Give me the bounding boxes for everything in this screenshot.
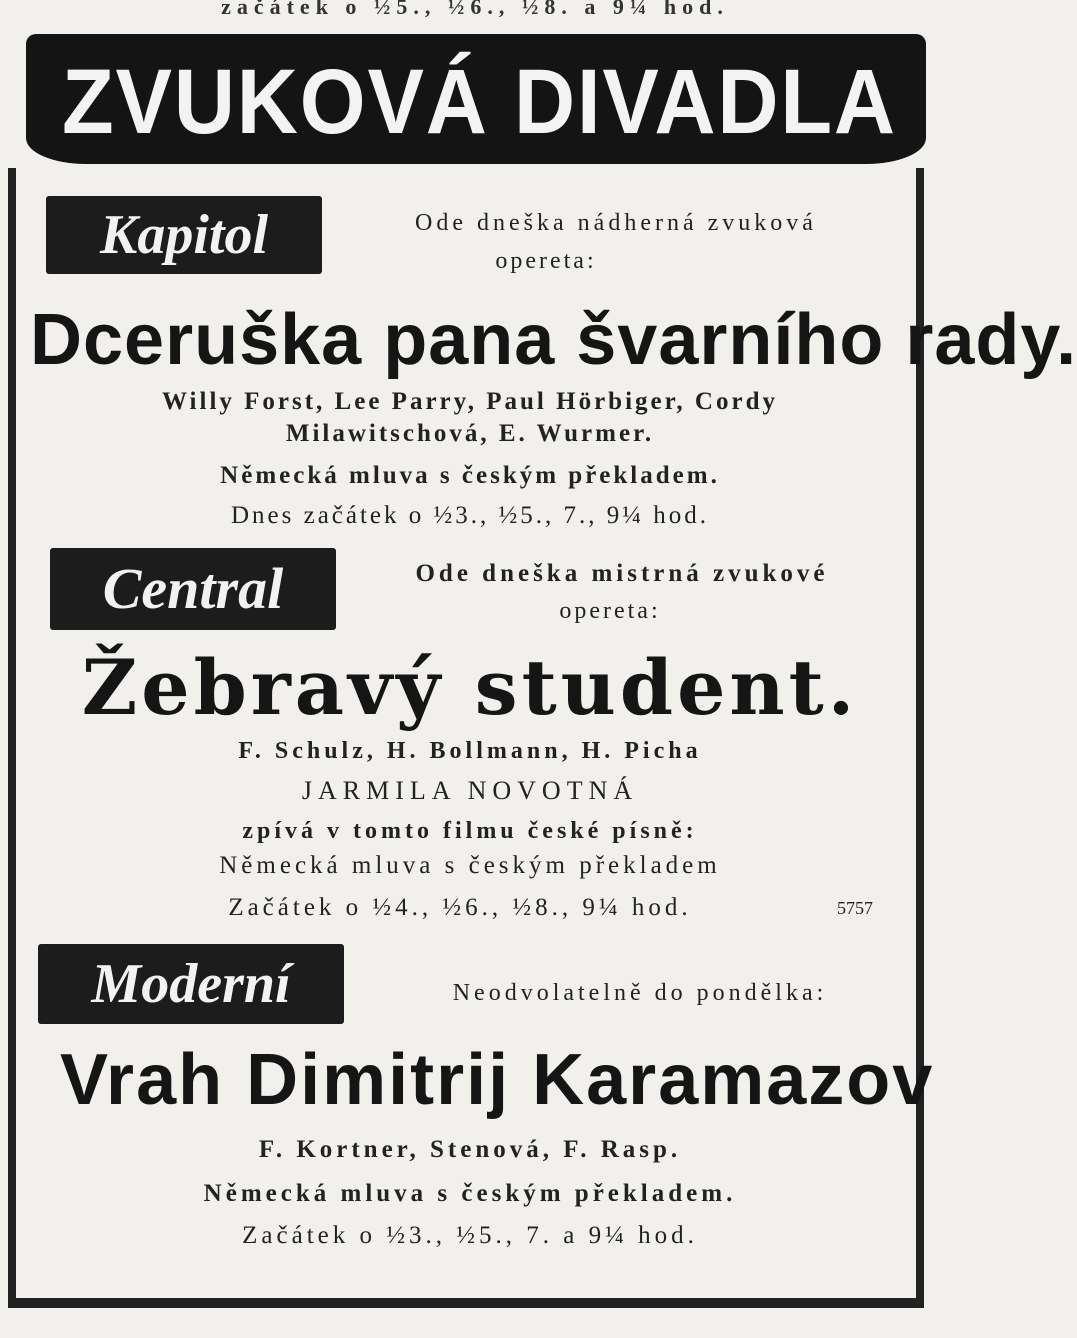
intro-line-1: Ode dneška mistrná zvukové [415,560,829,587]
showtimes-line: Začátek o ½4., ½6., ½8., 9¼ hod. [228,894,692,921]
film-title: Vrah Dimitrij Karamazov [60,1040,935,1120]
intro-line-1: Neodvolatelně do pondělka: [452,980,828,1006]
language-line: Německá mluva s českým překladem [219,852,721,879]
cast-line-1: F. Schulz, H. Bollmann, H. Picha [238,738,702,764]
language-line: Německá mluva s českým překladem. [220,462,720,489]
note-line: zpívá v tomto filmu české písně: [242,818,698,844]
showtimes-line: Dnes začátek o ½3., ½5., 7., 9¼ hod. [230,502,710,529]
cast-line-1: Willy Forst, Lee Parry, Paul Hörbiger, Cordy [162,388,778,415]
ad-code: 5757 [837,898,873,918]
logo-central: Central [50,548,336,630]
language-line: Německá mluva s českým překladem. [203,1180,737,1207]
cast-line-1: F. Kortner, Stenová, F. Rasp. [258,1136,682,1163]
cast-line-2: JARMILA NOVOTNÁ [301,776,639,805]
intro-line-2: opereta: [495,248,597,274]
intro-line-2: opereta: [559,598,661,624]
film-title: Žebravý student. [81,643,859,732]
logo-kapitol: Kapitol [46,196,322,274]
film-title: Dceruška pana švarního rady. [30,300,1077,380]
banner [26,34,926,164]
top-cut-text: začátek o ½5., ½6., ½8. a 9¼ hod. [221,0,729,19]
showtimes-line: Začátek o ½3., ½5., 7. a 9¼ hod. [242,1222,698,1249]
banner-title: ZVUKOVÁ DIVADLA [62,51,897,153]
cast-line-2: Milawitschová, E. Wurmer. [285,420,655,447]
logo-moderni: Moderní [38,944,344,1024]
intro-line-1: Ode dneška nádherná zvuková [415,210,817,236]
